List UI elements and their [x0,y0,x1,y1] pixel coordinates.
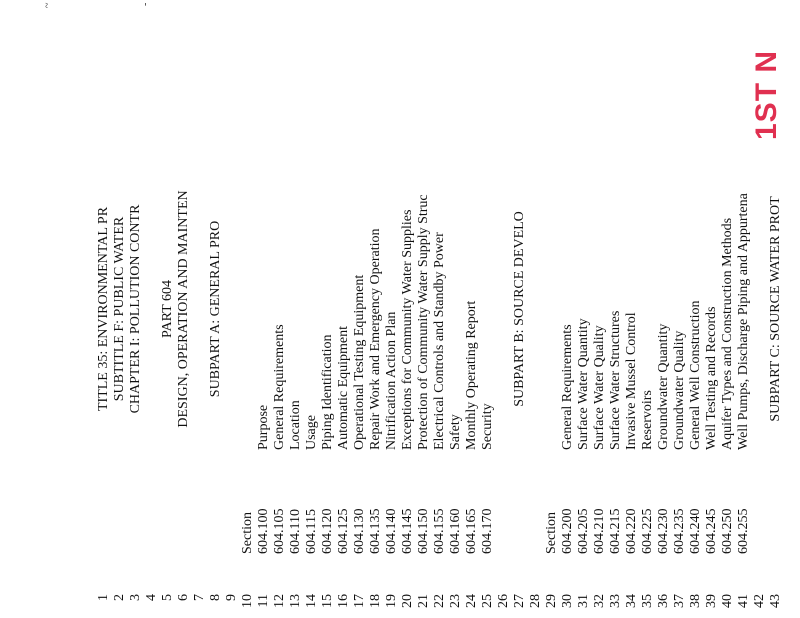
section-number: 604.120 [320,508,335,554]
section-number: 604.215 [608,508,623,554]
document-line [128,0,144,618]
line-number: 38 [688,594,703,608]
section-title: General Requirements [272,324,287,450]
section-number: 604.115 [304,509,319,554]
section-number: 604.170 [480,508,495,554]
section-number: 604.165 [464,508,479,554]
heading-text: TITLE 35: ENVIRONMENTAL PR [96,206,111,412]
document-line [96,0,112,618]
section-number: 604.240 [688,508,703,554]
document-line [480,0,496,618]
line-number: 27 [512,594,527,608]
document-line [464,0,480,618]
received-stamp: 1ST N [750,49,783,140]
section-title: General Requirements [560,324,575,450]
section-number: 604.140 [384,508,399,554]
section-title: Automatic Equipment [336,325,351,450]
document-line [640,0,656,618]
section-title: Operational Testing Equipment [352,274,367,450]
document-line [432,0,448,618]
line-number: 18 [368,594,383,608]
section-number: 604.125 [336,508,351,554]
line-number: 19 [384,594,399,608]
line-number: 29 [544,594,559,608]
document-line [624,0,640,618]
section-number: 604.130 [352,508,367,554]
document-line [528,0,544,618]
document-line [672,0,688,618]
section-number: 604.255 [736,508,751,554]
heading-text: DESIGN, OPERATION AND MAINTEN [176,190,191,428]
section-number: 604.235 [672,508,687,554]
line-number: 36 [656,594,671,608]
line-number: 6 [176,594,191,601]
section-title: Surface Water Quantity [576,318,591,450]
heading-text: SUBTITLE F: PUBLIC WATER [112,216,127,402]
section-number: 604.250 [720,508,735,554]
section-title: Piping Identification [320,334,335,450]
line-number: 16 [336,594,351,608]
document-line [560,0,576,618]
section-title: Repair Work and Emergency Operation [368,228,383,450]
document-line [256,0,272,618]
document-line [768,0,784,618]
document-line [352,0,368,618]
section-number: 604.110 [288,509,303,554]
section-title: Groundwater Quantity [656,323,671,450]
section-title: Exceptions for Community Water Supplies [400,209,415,450]
heading-text: SUBPART B: SOURCE DEVELO [512,211,527,407]
line-number: 23 [448,594,463,608]
line-number: 1 [96,594,111,601]
document-line [320,0,336,618]
heading-text: SUBPART C: SOURCE WATER PROT [768,196,783,422]
section-title: Well Testing and Records [704,306,719,450]
section-number: 604.105 [272,508,287,554]
document-line [208,0,224,618]
document-line [544,0,560,618]
section-title: Electrical Controls and Standby Power [432,232,447,450]
section-number: Section [240,512,255,554]
line-number: 22 [432,594,447,608]
line-number: 28 [528,594,543,608]
section-title: Purpose [256,404,271,450]
line-number: 8 [208,594,223,601]
section-title: Protection of Community Water Supply Struc [416,194,431,450]
heading-text: CHAPTER I: POLLUTION CONTR [128,204,143,414]
line-number: 11 [256,594,271,608]
line-number: 35 [640,594,655,608]
section-title: Reservoirs [640,390,655,450]
line-number: 14 [304,594,319,608]
line-number: 2 [112,594,127,601]
heading-text: PART 604 [160,280,175,338]
heading-text: SUBPART A: GENERAL PRO [208,220,223,398]
section-title: Well Pumps, Discharge Piping and Appurtena [736,193,751,450]
section-number: 604.225 [640,508,655,554]
section-title: Location [288,400,303,450]
line-number: 20 [400,594,415,608]
section-number: 604.230 [656,508,671,554]
document-line [368,0,384,618]
document-line [176,0,192,618]
document-line [576,0,592,618]
line-number: 17 [352,594,367,608]
section-number: 604.160 [448,508,463,554]
document-line [512,0,528,618]
line-number: 12 [272,594,287,608]
document-line [720,0,736,618]
document-line [592,0,608,618]
line-number: 10 [240,594,255,608]
section-title: Usage [304,415,319,450]
section-number: 604.135 [368,508,383,554]
section-number: Section [544,512,559,554]
document-line [688,0,704,618]
margin-mark: ~ [42,2,53,8]
section-title: General Well Construction [688,300,703,450]
document-line [192,0,208,618]
section-title: Groundwater Quality [672,330,687,450]
line-number: 37 [672,594,687,608]
document-line [416,0,432,618]
document-line [304,0,320,618]
line-number: 30 [560,594,575,608]
section-number: 604.200 [560,508,575,554]
document-line [272,0,288,618]
section-number: 604.245 [704,508,719,554]
line-number: 26 [496,594,511,608]
line-number: 9 [224,594,239,601]
line-number: 4 [144,594,159,601]
section-number: 604.150 [416,508,431,554]
section-number: 604.205 [576,508,591,554]
document-line [752,0,768,618]
document-line [112,0,128,618]
document-line [336,0,352,618]
section-number: 604.210 [592,508,607,554]
document-line [160,0,176,618]
document-line [496,0,512,618]
line-number: 34 [624,594,639,608]
line-number: 3 [128,594,143,601]
section-number: 604.145 [400,508,415,554]
document-line [288,0,304,618]
line-number: 15 [320,594,335,608]
section-number: 604.155 [432,508,447,554]
document-line [448,0,464,618]
line-number: 39 [704,594,719,608]
line-number: 40 [720,594,735,608]
line-number: 43 [768,594,783,608]
margin-mark: - [140,2,151,6]
line-number: 25 [480,594,495,608]
document-line [656,0,672,618]
section-title: Safety [448,414,463,450]
line-number: 41 [736,594,751,608]
document-line [608,0,624,618]
line-number: 42 [752,594,767,608]
section-title: Surface Water Quality [592,325,607,450]
section-title: Surface Water Structures [608,310,623,450]
section-title: Nitrification Action Plan [384,311,399,450]
section-title: Security [480,403,495,450]
document-line [384,0,400,618]
document-line [704,0,720,618]
section-title: Monthly Operating Report [464,300,479,450]
line-number: 33 [608,594,623,608]
line-number: 31 [576,594,591,608]
line-number: 32 [592,594,607,608]
section-title: Aquifer Types and Construction Methods [720,217,735,450]
document-line [736,0,752,618]
line-number: 7 [192,594,207,601]
line-number: 5 [160,594,175,601]
document-line [240,0,256,618]
section-number: 604.100 [256,508,271,554]
document-line [144,0,160,618]
line-number: 24 [464,594,479,608]
document-line [400,0,416,618]
section-title: Invasive Mussel Control [624,312,639,450]
document-line [224,0,240,618]
line-number: 21 [416,594,431,608]
section-number: 604.220 [624,508,639,554]
line-number: 13 [288,594,303,608]
